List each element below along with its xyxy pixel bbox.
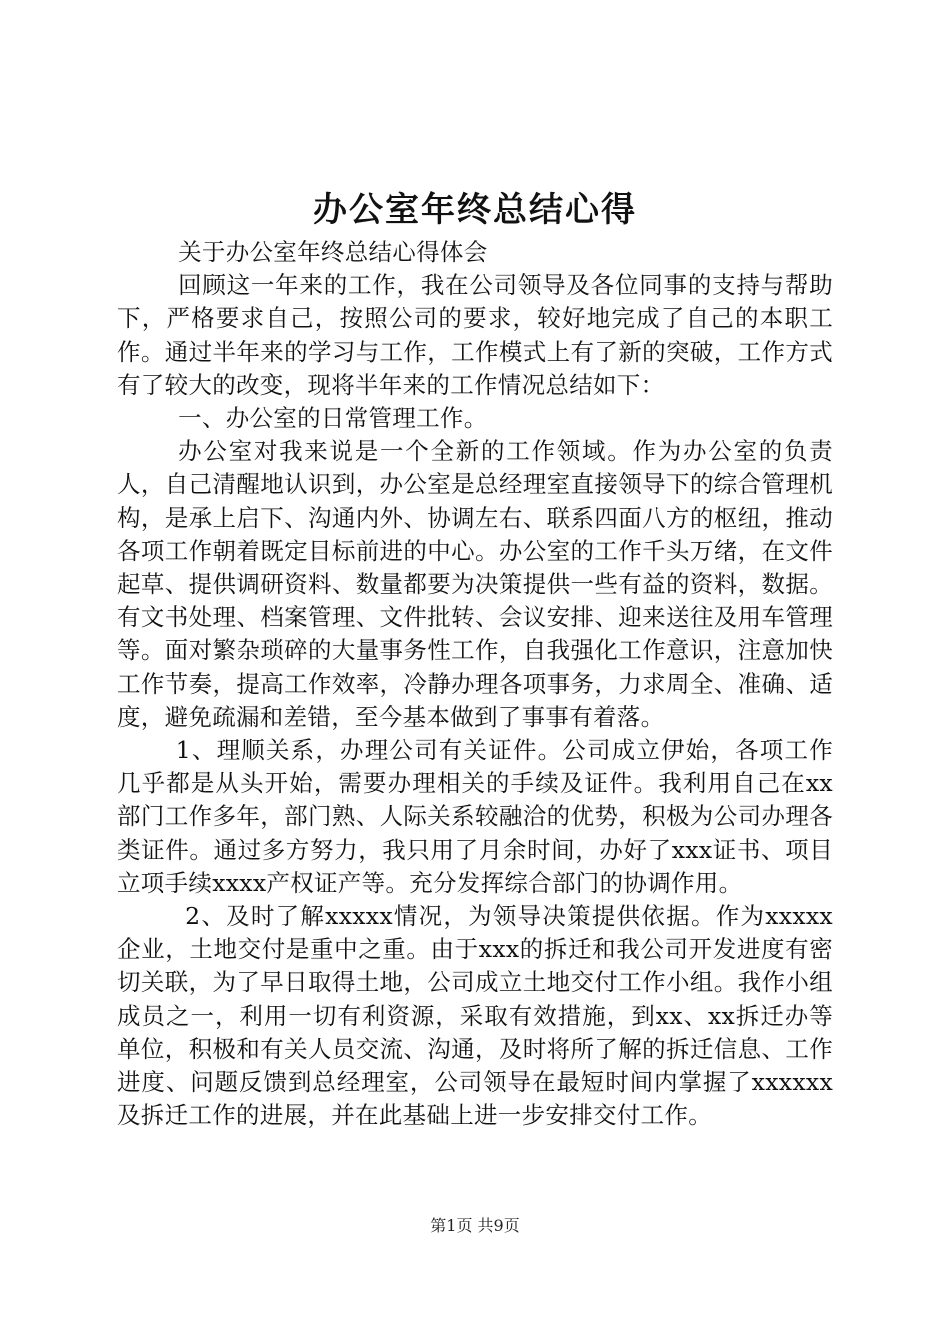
body-paragraph: 办公室对我来说是一个全新的工作领域。作为办公室的负责人，自己清醒地认识到，办公室是总经理室直接领导下的综合管理机构，是承上启下、沟通内外、协调左右、联系四面八方的枢纽，推动各项工作朝着既定目标前进的中心。办公室的工作千头万绪，在文件起草、提供调研资料、数量都要为决策提供一些有益的资料，数据。有文书处理、档案管理、文件批转、会议安排、迎来送往及用车管理等。面对繁杂琐碎的大量事务性工作，自我强化工作意识，注意加快工作节奏，提高工作效率，冷静办理各项事务，力求周全、准确、适度，避免疏漏和差错，至今基本做到了事事有着落。 bbox=[117, 437, 833, 731]
intro-paragraph: 回顾这一年来的工作，我在公司领导及各位同事的支持与帮助下，严格要求自己，按照公司的要求，较好地完成了自己的本职工作。通过半年来的学习与工作，工作模式上有了新的突破，工作方式有了较大的改变，现将半年来的工作情况总结如下： bbox=[117, 271, 833, 399]
subtitle-paragraph: 关于办公室年终总结心得体会 bbox=[178, 238, 488, 266]
numbered-paragraph-2: 2、及时了解xxxxx情况，为领导决策提供依据。作为xxxxx企业，土地交付是重中之重。由于xxx的拆迁和我公司开发进度有密切关联，为了早日取得土地，公司成立土地交付工作小组。我作小组成员之一，利用一切有利资源，采取有效措施，到xx、xx拆迁办等单位，积极和有关人员交流、沟通，及时将所了解的拆迁信息、工作进度、问题反馈到总经理室，公司领导在最短时间内掌握了xxxxxx及拆迁工作的进展，并在此基础上进一步安排交付工作。 bbox=[117, 902, 833, 1130]
section-heading: 一、办公室的日常管理工作。 bbox=[178, 404, 488, 433]
numbered-paragraph-1: 1、理顺关系，办理公司有关证件。公司成立伊始，各项工作几乎都是从头开始，需要办理相关的手续及证件。我利用自己在xx部门工作多年，部门熟、人际关系较融洽的优势，积极为公司办理各类证件。通过多方努力，我只用了月余时间，办好了xxx证书、项目立项手续xxxx产权证产等。充分发挥综合部门的协调作用。 bbox=[117, 736, 833, 897]
document-body bbox=[117, 236, 833, 1132]
document-title: 办公室年终总结心得 bbox=[313, 190, 637, 230]
page-number-footer: 第1页 共9页 bbox=[430, 1216, 520, 1235]
